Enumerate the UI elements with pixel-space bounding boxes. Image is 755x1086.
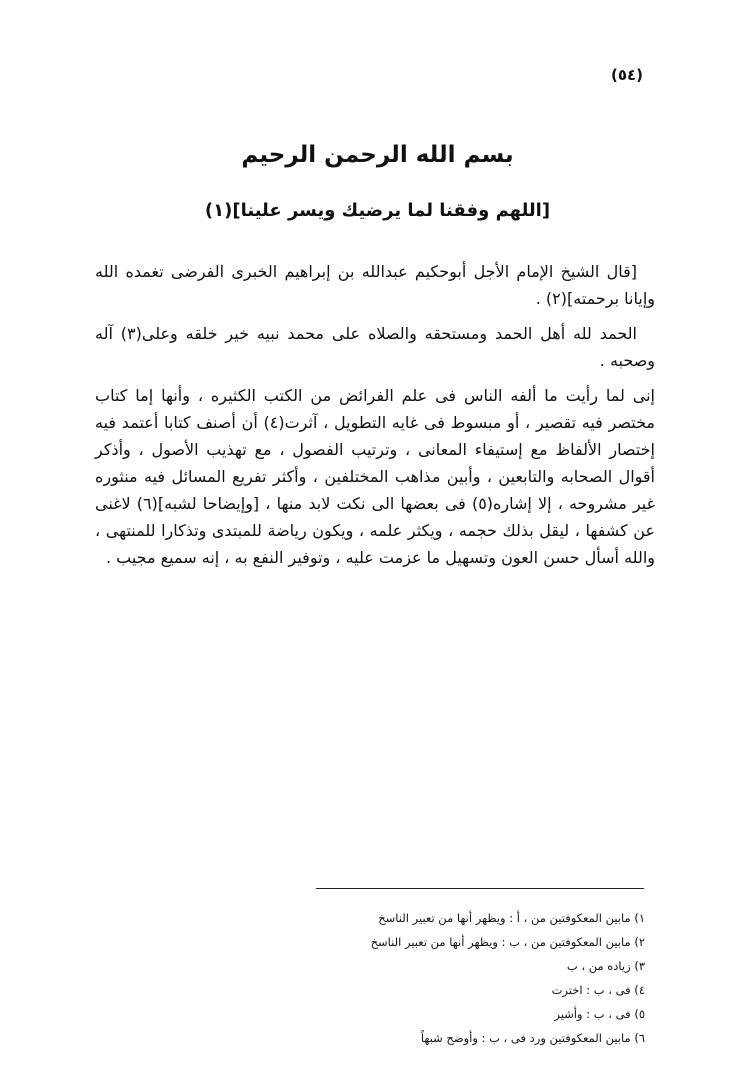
footnote-item: ٥) فى ، ب : وأشير: [554, 1007, 645, 1021]
page-number: (٥٤): [610, 66, 643, 84]
paragraph-main: إنى لما رأيت ما ألفه الناس فى علم الفرائض من الكتب الكثيره ، وأنها إما كتاب مختصر فيه تقصير ، أو مبسوط فى غايه التطويل ، آثرت(٤) أن أصنف كتابا أعتمد فيه إختصار الألفاظ مع إستيفاء المعانى ، وترتيب الفصول ، مع تهذيب الأصول ، وأذكر أقوال الصحابه والتابعين ، وأبين مذاهب المختلفين ، وأكثر تفريع المسائل فيه منثوره غير مشروحه ، إلا إشاره(٥) فى بعضها الى نكت لابد منها ، [وإيضاحا لشبه](٦) لاغنى عن كشفها ، ليقل بذلك حجمه ، ويكثر علمه ، ويكون رياضة للمبتدى وتذكارا للمنتهى ، والله أسأل حسن العون وتسهيل ما عزمت عليه ، وتوفير النفع به ، إنه سميع مجيب .: [95, 386, 656, 567]
footnote-item: ٤) فى ، ب : اخترت: [551, 983, 645, 997]
paragraph-intro: [قال الشيخ الإمام الأجل أبوحكيم عبدالله بن إبراهيم الخبرى الفرضى تغمده الله وإيانا برحمته](٢) .: [95, 262, 655, 308]
footnote-item: ٣) زياده من ، ب: [566, 959, 645, 973]
footnotes: [305, 906, 645, 1050]
footnote-item: ١) مابين المعكوفتين من ، أ : ويظهر أنها من تعبير الناسخ: [378, 911, 645, 925]
body-text: [95, 258, 655, 579]
footnote-item: ٢) مابين المعكوفتين من ، ب : ويظهر أنها من تعبير الناسخ: [370, 935, 645, 949]
paragraph-praise: الحمد لله أهل الحمد ومستحقه والصلاه على محمد نبيه خير خلقه وعلى(٣) آله وصحبه .: [95, 324, 655, 370]
footnote-divider: [316, 888, 644, 889]
invocation-line: [اللهم وفقنا لما يرضيك ويسر علينا](١): [204, 200, 551, 221]
basmala-heading: بسم الله الرحمن الرحيم: [241, 142, 514, 168]
footnote-item: ٦) مابين المعكوفتين ورد فى ، ب : وأوضح شبهاً: [420, 1031, 645, 1045]
